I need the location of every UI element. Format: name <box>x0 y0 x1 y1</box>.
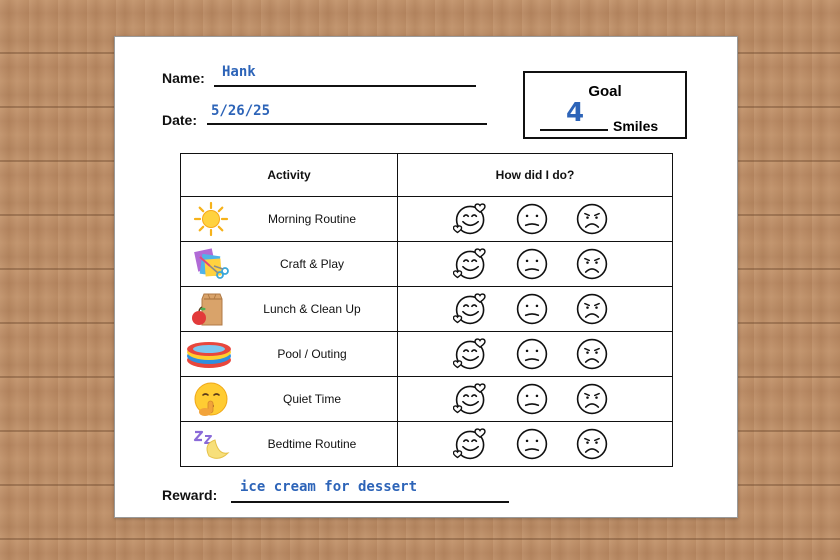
neutral-face-icon[interactable] <box>514 381 550 417</box>
activity-label: Bedtime Routine <box>267 437 357 451</box>
goal-value[interactable]: 4 <box>565 98 585 128</box>
neutral-face-icon[interactable] <box>514 336 550 372</box>
table-row <box>181 377 673 422</box>
activity-label: Lunch & Clean Up <box>263 302 361 316</box>
table-header-row <box>181 154 673 197</box>
activity-label: Craft & Play <box>279 257 345 271</box>
happy-face-icon[interactable] <box>453 201 489 237</box>
reward-label: Reward: <box>162 487 218 503</box>
reward-value[interactable]: ice cream for dessert <box>240 479 418 495</box>
neutral-face-icon[interactable] <box>514 246 550 282</box>
goal-underline <box>540 129 608 131</box>
table-row <box>181 332 673 377</box>
happy-face-icon[interactable] <box>453 336 489 372</box>
pool-float-icon <box>185 336 233 372</box>
neutral-face-icon[interactable] <box>514 291 550 327</box>
table-row <box>181 242 673 287</box>
goal-unit: Smiles <box>613 118 659 134</box>
activity-label: Pool / Outing <box>277 347 347 361</box>
neutral-face-icon[interactable] <box>514 426 550 462</box>
goal-box <box>523 71 687 139</box>
sun-icon <box>191 201 231 237</box>
lunch-bag-apple-icon <box>191 291 231 327</box>
sleeping-moon-icon <box>191 426 231 462</box>
behavior-chart-sheet <box>114 36 738 518</box>
activity-header: Activity <box>181 154 398 197</box>
neutral-face-icon[interactable] <box>514 201 550 237</box>
sad-face-icon[interactable] <box>574 246 610 282</box>
rating-header: How did I do? <box>398 154 673 197</box>
sad-face-icon[interactable] <box>574 426 610 462</box>
craft-paper-scissors-icon <box>191 246 231 282</box>
name-label: Name: <box>162 70 205 86</box>
shushing-face-icon <box>191 381 231 417</box>
name-value[interactable]: Hank <box>222 64 256 80</box>
date-label: Date: <box>162 112 198 128</box>
table-row <box>181 422 673 467</box>
happy-face-icon[interactable] <box>453 291 489 327</box>
happy-face-icon[interactable] <box>453 381 489 417</box>
name-underline <box>214 85 476 87</box>
table-row <box>181 287 673 332</box>
activity-label: Quiet Time <box>282 392 342 406</box>
reward-underline <box>231 501 509 503</box>
activity-table <box>180 153 673 467</box>
sad-face-icon[interactable] <box>574 336 610 372</box>
happy-face-icon[interactable] <box>453 426 489 462</box>
goal-title: Goal <box>588 83 622 100</box>
happy-face-icon[interactable] <box>453 246 489 282</box>
activity-label: Morning Routine <box>267 212 357 226</box>
date-value[interactable]: 5/26/25 <box>211 103 271 119</box>
sad-face-icon[interactable] <box>574 201 610 237</box>
sad-face-icon[interactable] <box>574 291 610 327</box>
date-underline <box>207 123 487 125</box>
table-row <box>181 197 673 242</box>
sad-face-icon[interactable] <box>574 381 610 417</box>
